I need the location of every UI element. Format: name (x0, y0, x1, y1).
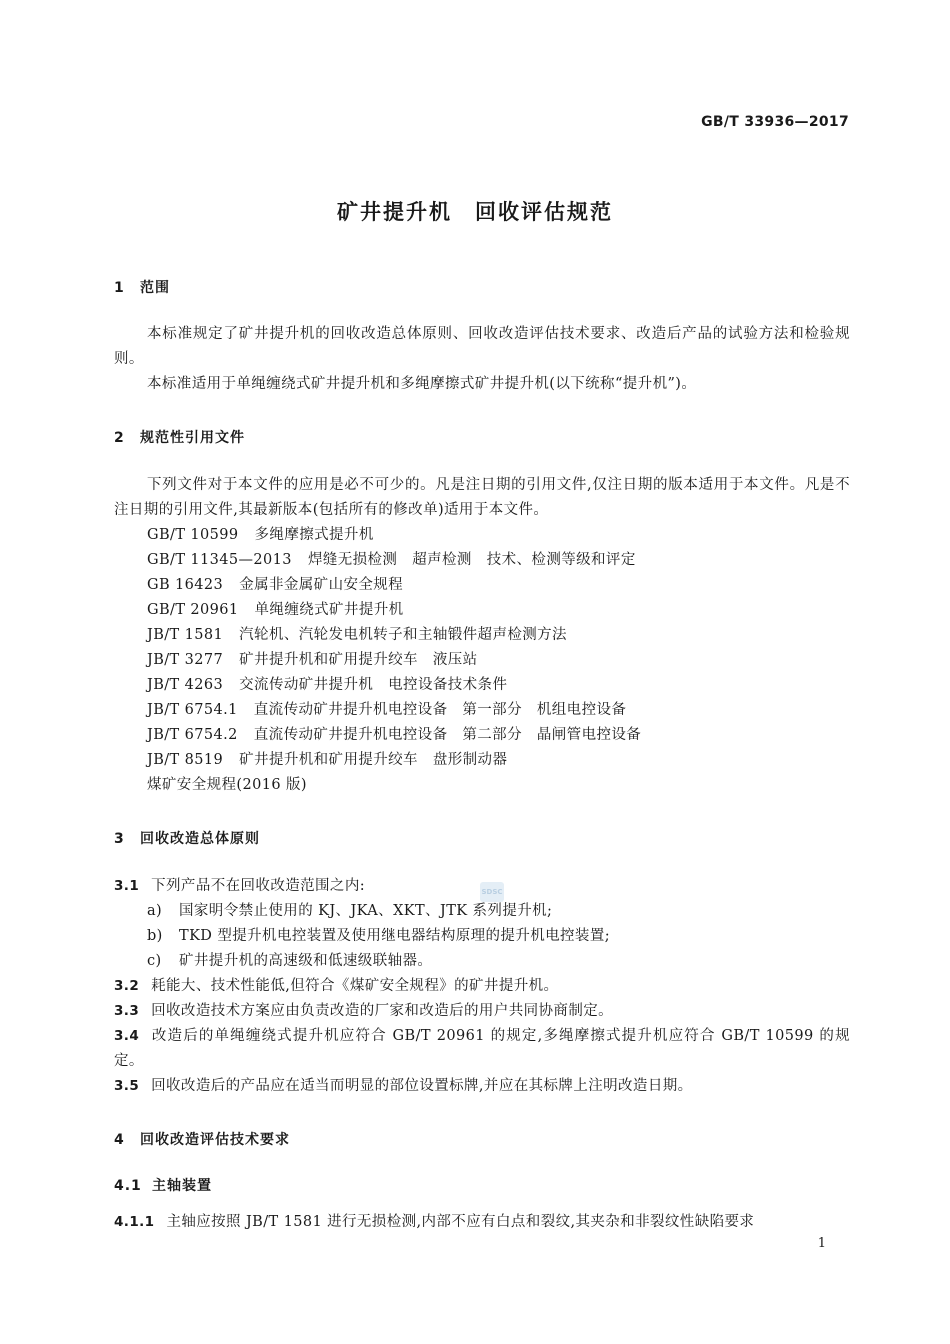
section-1-heading (114, 277, 170, 297)
clause-number: 3.3 (114, 1003, 140, 1019)
list-label: b) (147, 928, 163, 944)
section-title: 规范性引用文件 (140, 430, 245, 446)
section-2-intro: 下列文件对于本文件的应用是必不可少的。凡是注日期的引用文件,仅注日期的版本适用于本文件。凡是不注日期的引用文件,其最新版本(包括所有的修改单)适用于本文件。 (114, 477, 850, 518)
reference-code: GB/T 10599 (147, 527, 239, 543)
list-item (147, 899, 552, 920)
section-number: 3 (114, 831, 125, 847)
reference-title: 矿井提升机和矿用提升绞车 盘形制动器 (239, 752, 508, 768)
reference-title: 直流传动矿井提升机电控设备 第一部分 机组电控设备 (253, 702, 627, 718)
reference-title: 矿井提升机和矿用提升绞车 液压站 (239, 652, 478, 668)
clause-text: 改造后的单绳缠绕式提升机应符合 GB/T 20961 的规定,多绳摩擦式提升机应符合 GB/T 10599 的规定。 (114, 1028, 850, 1069)
clause-4-1-1 (114, 1210, 850, 1235)
list-text: TKD 型提升机电控装置及使用继电器结构原理的提升机电控装置; (179, 928, 611, 944)
clause-3-2 (114, 974, 850, 999)
clause-number: 3.2 (114, 978, 140, 994)
section-3-heading (114, 828, 260, 848)
reference-code: JB/T 6754.2 (147, 727, 238, 743)
clause-text: 耗能大、技术性能低,但符合《煤矿安全规程》的矿井提升机。 (151, 978, 559, 994)
reference-code: JB/T 6754.1 (147, 702, 238, 718)
clause-text: 主轴应按照 JB/T 1581 进行无损检测,内部不应有白点和裂纹,其夹杂和非裂纹性缺陷要求 (166, 1214, 755, 1230)
reference-item (147, 648, 478, 669)
reference-item (147, 548, 636, 569)
reference-title: 单绳缠绕式矿井提升机 (254, 602, 404, 618)
section-number: 4.1 (114, 1178, 142, 1194)
reference-code: JB/T 4263 (147, 677, 224, 693)
list-item (147, 949, 432, 970)
reference-item (147, 623, 567, 644)
reference-item (147, 748, 507, 769)
reference-code: JB/T 1581 (147, 627, 224, 643)
section-title: 主轴装置 (152, 1178, 212, 1194)
reference-code: JB/T 3277 (147, 652, 224, 668)
reference-title: 交流传动矿井提升机 电控设备技术条件 (239, 677, 508, 693)
reference-title: 多绳摩擦式提升机 (254, 527, 374, 543)
clause-text: 回收改造后的产品应在适当而明显的部位设置标牌,并应在其标牌上注明改造日期。 (151, 1078, 693, 1094)
page-title: 矿井提升机 回收评估规范 (337, 200, 613, 224)
section-title: 回收改造评估技术要求 (140, 1132, 290, 1148)
reference-item (147, 723, 641, 744)
list-text: 国家明令禁止使用的 KJ、JKA、XKT、JTK 系列提升机; (179, 903, 553, 919)
reference-title: 煤矿安全规程(2016 版) (147, 777, 307, 793)
section-1-paragraph-1: 本标准规定了矿井提升机的回收改造总体原则、回收改造评估技术要求、改造后产品的试验方法和检验规则。 (114, 326, 850, 367)
reference-code: GB/T 11345—2013 (147, 552, 292, 568)
section-number: 1 (114, 280, 125, 296)
clause-text: 下列产品不在回收改造范围之内: (151, 878, 366, 894)
clause-number: 3.1 (114, 878, 140, 894)
section-number: 4 (114, 1132, 125, 1148)
list-text: 矿井提升机的高速级和低速级联轴器。 (179, 953, 433, 969)
section-1-paragraph-2: 本标准适用于单绳缠绕式矿井提升机和多绳摩擦式矿井提升机(以下统称“提升机”)。 (147, 376, 697, 392)
reference-item (147, 698, 626, 719)
reference-title: 焊缝无损检测 超声检测 技术、检测等级和评定 (307, 552, 636, 568)
standard-number: GB/T 33936—2017 (701, 114, 849, 130)
reference-code: GB 16423 (147, 577, 224, 593)
reference-title: 直流传动矿井提升机电控设备 第二部分 晶闸管电控设备 (253, 727, 642, 743)
page-number: 1 (817, 1236, 826, 1251)
reference-title: 金属非金属矿山安全规程 (239, 577, 404, 593)
list-label: c) (147, 953, 162, 969)
section-4-heading (114, 1129, 290, 1149)
reference-item (147, 773, 307, 794)
reference-item (147, 523, 374, 544)
list-label: a) (147, 903, 163, 919)
clause-number: 3.4 (114, 1028, 140, 1044)
clause-number: 4.1.1 (114, 1214, 155, 1230)
reference-item (147, 598, 404, 619)
clause-3-4 (114, 1024, 850, 1074)
subsection-4-1-heading (114, 1175, 212, 1195)
reference-code: GB/T 20961 (147, 602, 239, 618)
reference-code: JB/T 8519 (147, 752, 224, 768)
section-number: 2 (114, 430, 125, 446)
clause-number: 3.5 (114, 1078, 140, 1094)
reference-item (147, 673, 507, 694)
section-title: 回收改造总体原则 (140, 831, 260, 847)
clause-3-5 (114, 1074, 850, 1099)
clause-text: 回收改造技术方案应由负责改造的厂家和改造后的用户共同协商制定。 (151, 1003, 614, 1019)
section-2-heading (114, 427, 245, 447)
list-item (147, 924, 610, 945)
watermark-logo: SDSC (480, 882, 504, 902)
clause-3-3 (114, 999, 850, 1024)
reference-title: 汽轮机、汽轮发电机转子和主轴锻件超声检测方法 (239, 627, 567, 643)
reference-item (147, 573, 403, 594)
section-title: 范围 (140, 280, 170, 296)
